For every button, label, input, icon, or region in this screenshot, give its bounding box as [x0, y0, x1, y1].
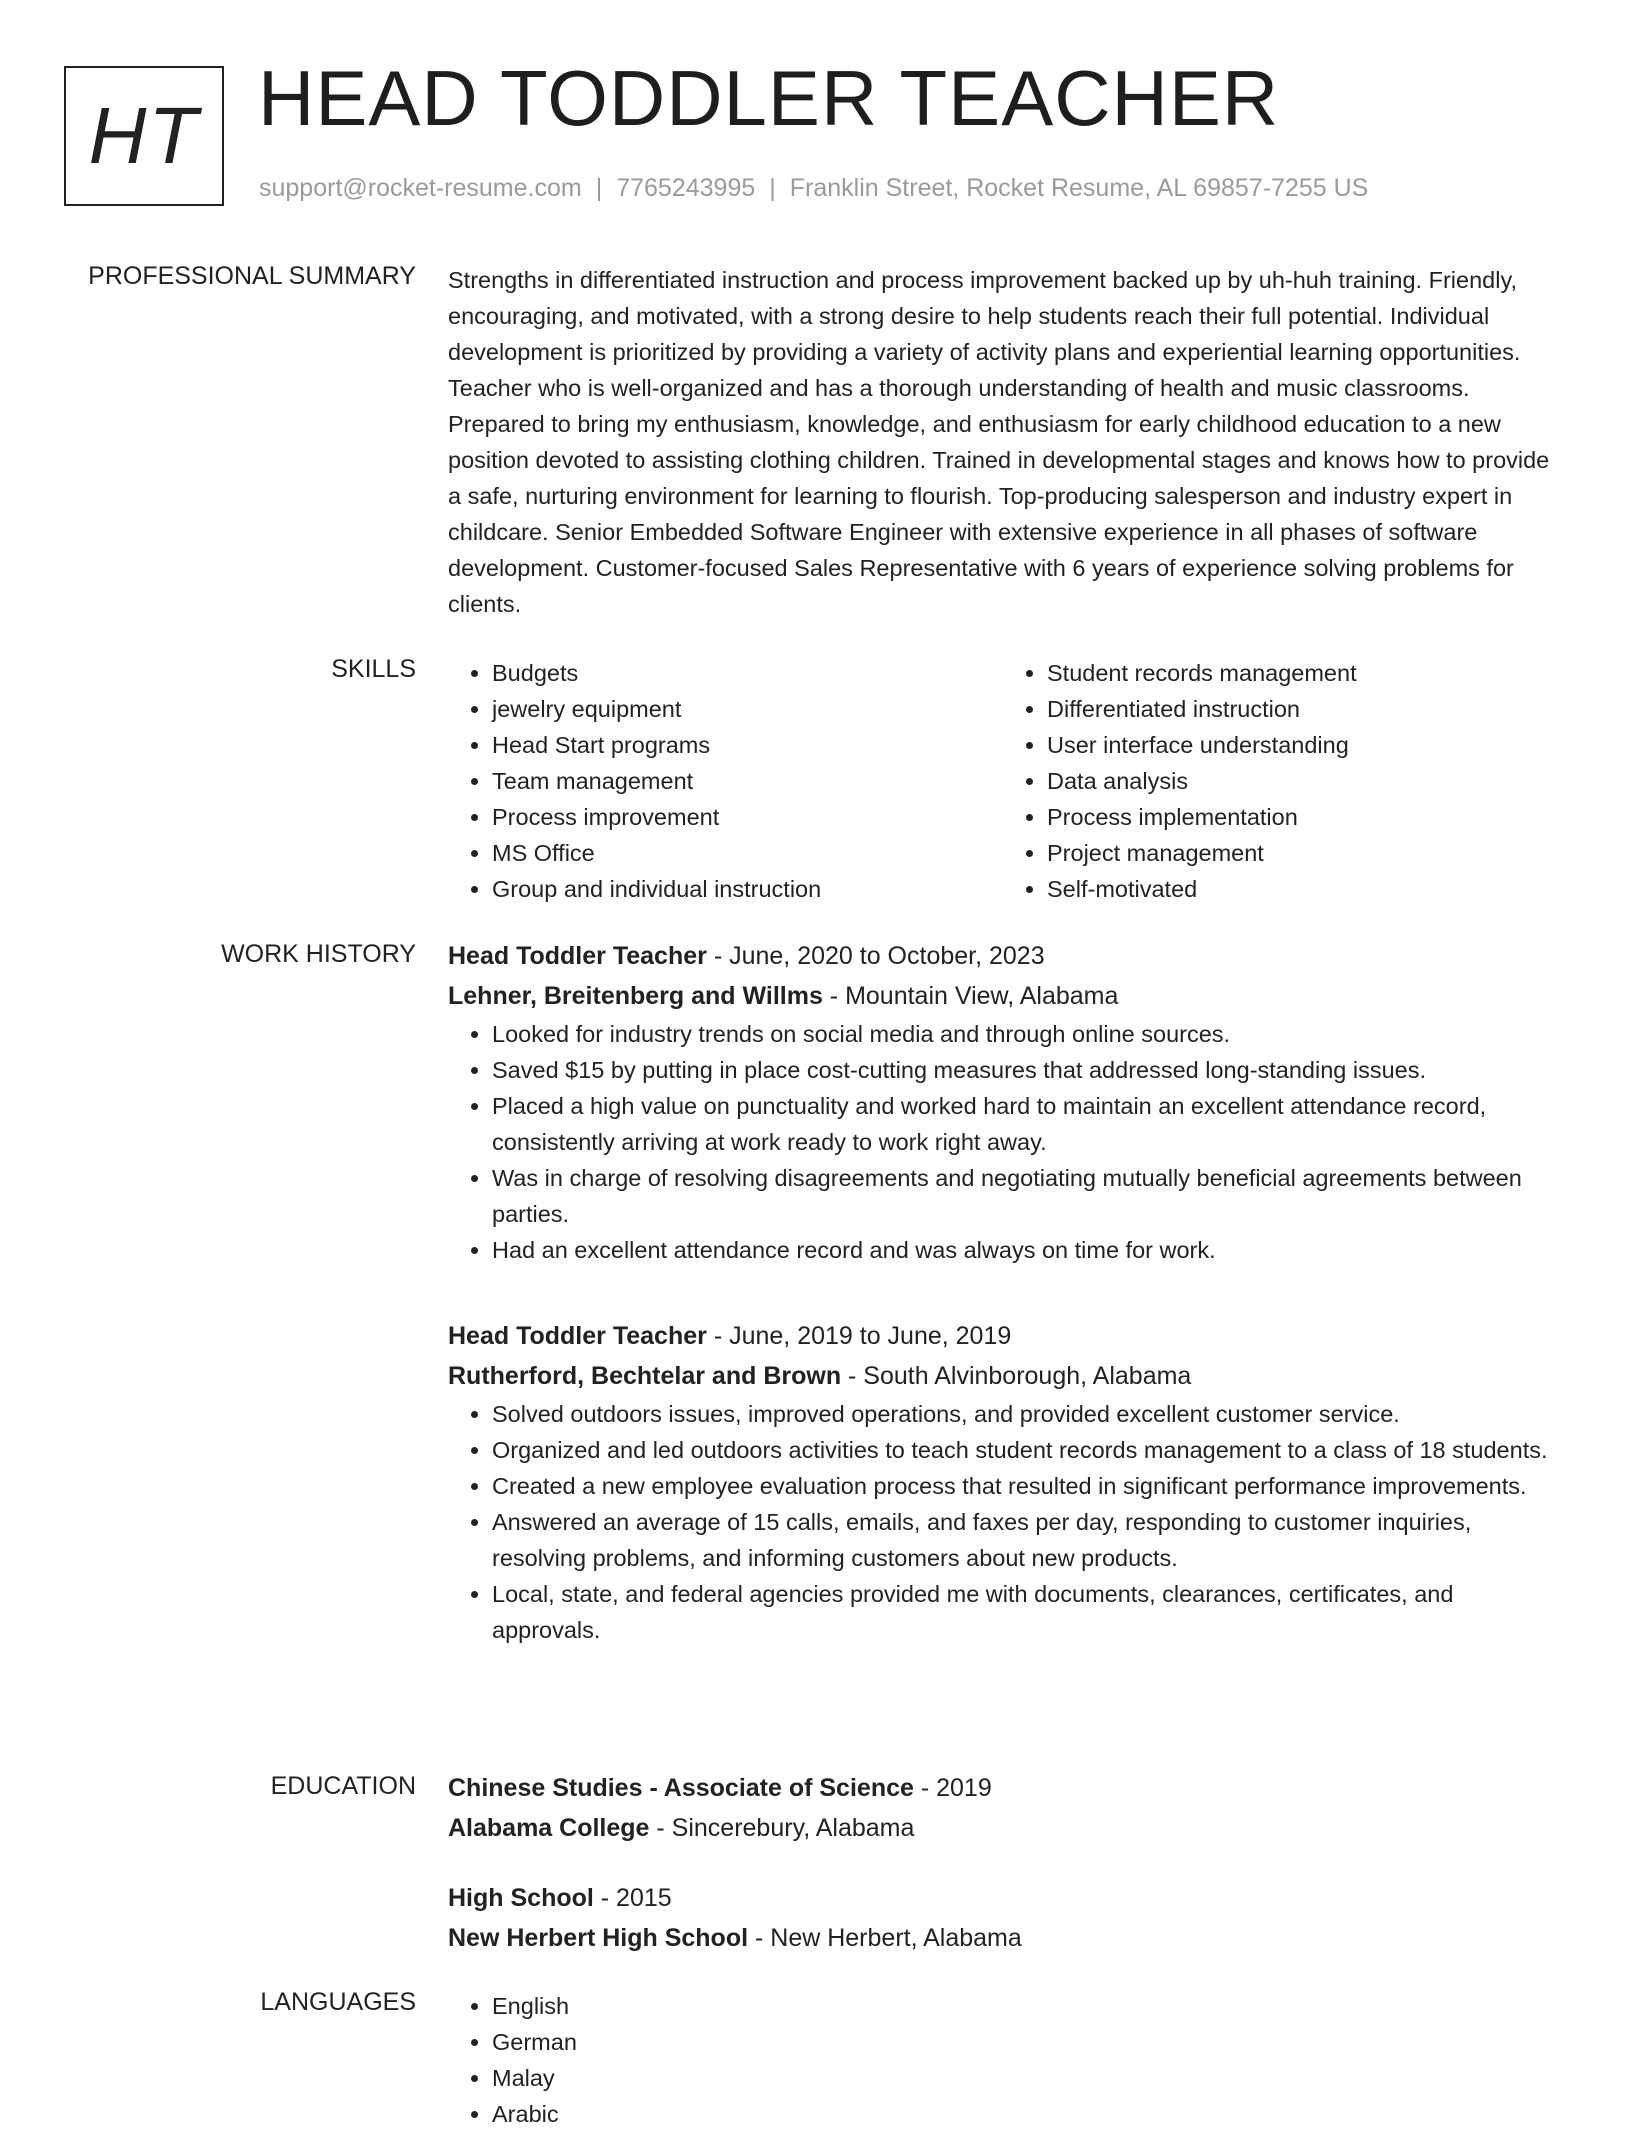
- languages-list: [448, 1988, 1558, 2132]
- education-entry: [448, 1768, 1558, 1848]
- edu-school-line: [448, 1918, 1558, 1958]
- edu-degree-line: [448, 1768, 1558, 1808]
- contact-phone: 7765243995: [616, 174, 756, 202]
- summary-heading: PROFESSIONAL SUMMARY: [88, 262, 416, 290]
- job-company: Lehner, Breitenberg and Willms: [448, 982, 823, 1010]
- job-bullet: • Placed a high value on punctuality and worked hard to maintain an excellent attendance record, consistently arriving at work ready to work right away.: [492, 1088, 1558, 1160]
- skill-item: • Process implementation: [1047, 799, 1558, 835]
- skills-list-left: [448, 655, 1003, 907]
- skill-item: • Student records management: [1047, 655, 1558, 691]
- job-entry: [448, 936, 1558, 1268]
- contact-separator: |: [595, 174, 603, 202]
- skill-item: • Team management: [492, 763, 1003, 799]
- job-title: Head Toddler Teacher: [448, 942, 707, 970]
- skill-item: • Data analysis: [1047, 763, 1558, 799]
- job-location: - Mountain View, Alabama: [822, 982, 1119, 1010]
- skill-item: • Differentiated instruction: [1047, 691, 1558, 727]
- edu-degree: High School: [448, 1884, 594, 1912]
- job-entry: [448, 1316, 1558, 1648]
- edu-year: - 2019: [913, 1774, 992, 1802]
- languages-body: [448, 1988, 1558, 2132]
- edu-location: - Sincerebury, Alabama: [649, 1814, 915, 1842]
- skills-heading: SKILLS: [331, 655, 416, 683]
- job-bullet: • Looked for industry trends on social media and through online sources.: [492, 1016, 1558, 1052]
- job-title-line: [448, 936, 1558, 976]
- education-heading: EDUCATION: [270, 1772, 416, 1800]
- job-location: - South Alvinborough, Alabama: [841, 1362, 1192, 1390]
- summary-text: Strengths in differentiated instruction and process improvement backed up by uh-huh training. Friendly, encouraging, and motivated, with a strong desire to help students reach their full potential. Individual development is prioritized by providing a variety of activity plans and experiential learning opportunities. Teacher who is well-organized and has a thorough understanding of health and music classrooms. Prepared to bring my enthusiasm, knowledge, and enthusiasm for early childhood education to a new position devoted to assisting clothing children. Trained in developmental stages and knows how to provide a safe, nurturing environment for learning to flourish. Top-producing salesperson and industry expert in childcare. Senior Embedded Software Engineer with extensive experience in all phases of software development. Customer-focused Sales Representative with 6 years of experience solving problems for clients.: [448, 267, 1550, 617]
- edu-year: - 2015: [593, 1884, 672, 1912]
- job-bullet: • Answered an average of 15 calls, emails, and faxes per day, responding to customer inquiries, resolving problems, and informing customers about new products.: [492, 1504, 1558, 1576]
- job-title: Head Toddler Teacher: [448, 1322, 707, 1350]
- monogram-text: HT: [88, 91, 200, 180]
- skill-item: • Process improvement: [492, 799, 1003, 835]
- edu-school-line: [448, 1808, 1558, 1848]
- language-item: • Malay: [492, 2060, 1558, 2096]
- edu-location: - New Herbert, Alabama: [748, 1924, 1022, 1952]
- job-dates: - June, 2020 to October, 2023: [706, 942, 1045, 970]
- skills-list-right: [1003, 655, 1558, 907]
- skill-item: • Group and individual instruction: [492, 871, 1003, 907]
- skill-item: • Budgets: [492, 655, 1003, 691]
- language-item: • English: [492, 1988, 1558, 2024]
- job-bullet: • Saved $15 by putting in place cost-cutting measures that addressed long-standing issues.: [492, 1052, 1558, 1088]
- skill-item: • jewelry equipment: [492, 691, 1003, 727]
- skill-item: • Project management: [1047, 835, 1558, 871]
- edu-school: New Herbert High School: [448, 1924, 749, 1952]
- job-company-line: [448, 1356, 1558, 1396]
- job-company-line: [448, 976, 1558, 1016]
- language-item: • German: [492, 2024, 1558, 2060]
- contact-line: [259, 174, 1368, 203]
- job-bullets: [448, 1396, 1558, 1648]
- candidate-name: HEAD TODDLER TEACHER: [258, 54, 1280, 142]
- work-history-heading: WORK HISTORY: [221, 940, 416, 968]
- job-bullet: • Organized and led outdoors activities to teach student records management to a class of 18 students.: [492, 1432, 1558, 1468]
- languages-heading: LANGUAGES: [260, 1988, 416, 2016]
- job-bullet: • Solved outdoors issues, improved operations, and provided excellent customer service.: [492, 1396, 1558, 1432]
- language-item: • Arabic: [492, 2096, 1558, 2132]
- edu-degree-line: [448, 1878, 1558, 1918]
- job-bullets: [448, 1016, 1558, 1268]
- contact-separator: |: [769, 174, 776, 202]
- skill-item: • Head Start programs: [492, 727, 1003, 763]
- job-bullet: • Local, state, and federal agencies provided me with documents, clearances, certificates, and approvals.: [492, 1576, 1558, 1648]
- summary-body: [448, 262, 1558, 622]
- contact-address: Franklin Street, Rocket Resume, AL 69857-7255 US: [789, 174, 1369, 202]
- education-entry: [448, 1878, 1558, 1958]
- monogram-badge: [64, 66, 224, 206]
- skill-item: • User interface understanding: [1047, 727, 1558, 763]
- skill-item: • Self-motivated: [1047, 871, 1558, 907]
- skill-item: • MS Office: [492, 835, 1003, 871]
- job-dates: - June, 2019 to June, 2019: [706, 1322, 1012, 1350]
- job-bullet: • Had an excellent attendance record and was always on time for work.: [492, 1232, 1558, 1268]
- job-bullet: • Was in charge of resolving disagreements and negotiating mutually beneficial agreements between parties.: [492, 1160, 1558, 1232]
- job-company: Rutherford, Bechtelar and Brown: [448, 1362, 842, 1390]
- edu-degree: Chinese Studies - Associate of Science: [448, 1774, 914, 1802]
- contact-email: support@rocket-resume.com: [259, 174, 582, 202]
- job-title-line: [448, 1316, 1558, 1356]
- skills-body: [448, 655, 1558, 907]
- edu-school: Alabama College: [448, 1814, 650, 1842]
- job-bullet: • Created a new employee evaluation process that resulted in significant performance improvements.: [492, 1468, 1558, 1504]
